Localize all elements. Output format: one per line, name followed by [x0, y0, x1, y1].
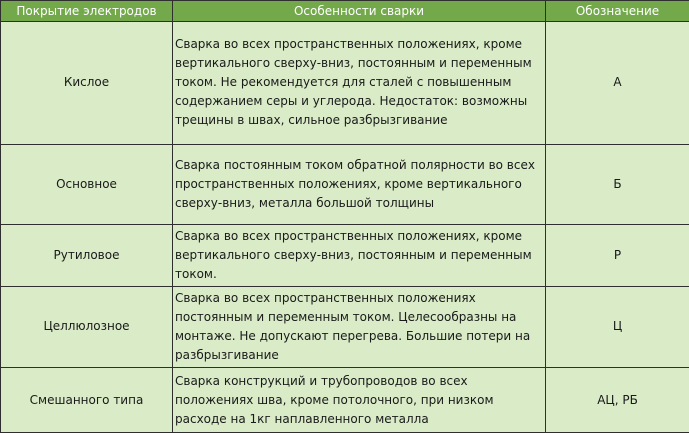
cell-designation: АЦ, РБ [546, 368, 689, 433]
table-row [1, 368, 689, 433]
cell-coating: Смешанного типа [1, 368, 173, 433]
cell-designation: Ц [546, 286, 689, 367]
cell-coating: Основное [1, 144, 173, 224]
cell-designation: А [546, 22, 689, 145]
table-row [1, 144, 689, 224]
header-designation: Обозначение [546, 1, 689, 22]
table-row [1, 286, 689, 367]
cell-features: Сварка во всех пространственных положениях, кроме вертикального сверху-вниз, постоянным и переменным током. [173, 224, 546, 286]
cell-coating: Кислое [1, 22, 173, 145]
table-row [1, 22, 689, 145]
cell-coating: Рутиловое [1, 224, 173, 286]
cell-coating: Целлюлозное [1, 286, 173, 367]
header-features: Особенности сварки [173, 1, 546, 22]
cell-features: Сварка конструкций и трубопроводов во всех положениях шва, кроме потолочного, при низком расходе на 1кг наплавленного металла [173, 368, 546, 433]
header-coating: Покрытие электродов [1, 1, 173, 22]
cell-features: Сварка во всех пространственных положениях постоянным и переменным током. Целесообразны на монтаже. Не допускают перегрева. Большие потери на разбрызгивание [173, 286, 546, 367]
cell-designation: Р [546, 224, 689, 286]
cell-features: Сварка во всех пространственных положениях, кроме вертикального сверху-вниз, постоянным и переменным током. Не рекомендуется для сталей с повышенным содержанием серы и углерода. Недостаток: возможны трещины в швах, сильное разбрызгивание [173, 22, 546, 145]
cell-features: Сварка постоянным током обратной полярности во всех пространственных положениях, кроме вертикального сверху-вниз, металла большой толщины [173, 144, 546, 224]
table-row [1, 224, 689, 286]
table-header-row [1, 1, 689, 22]
cell-designation: Б [546, 144, 689, 224]
